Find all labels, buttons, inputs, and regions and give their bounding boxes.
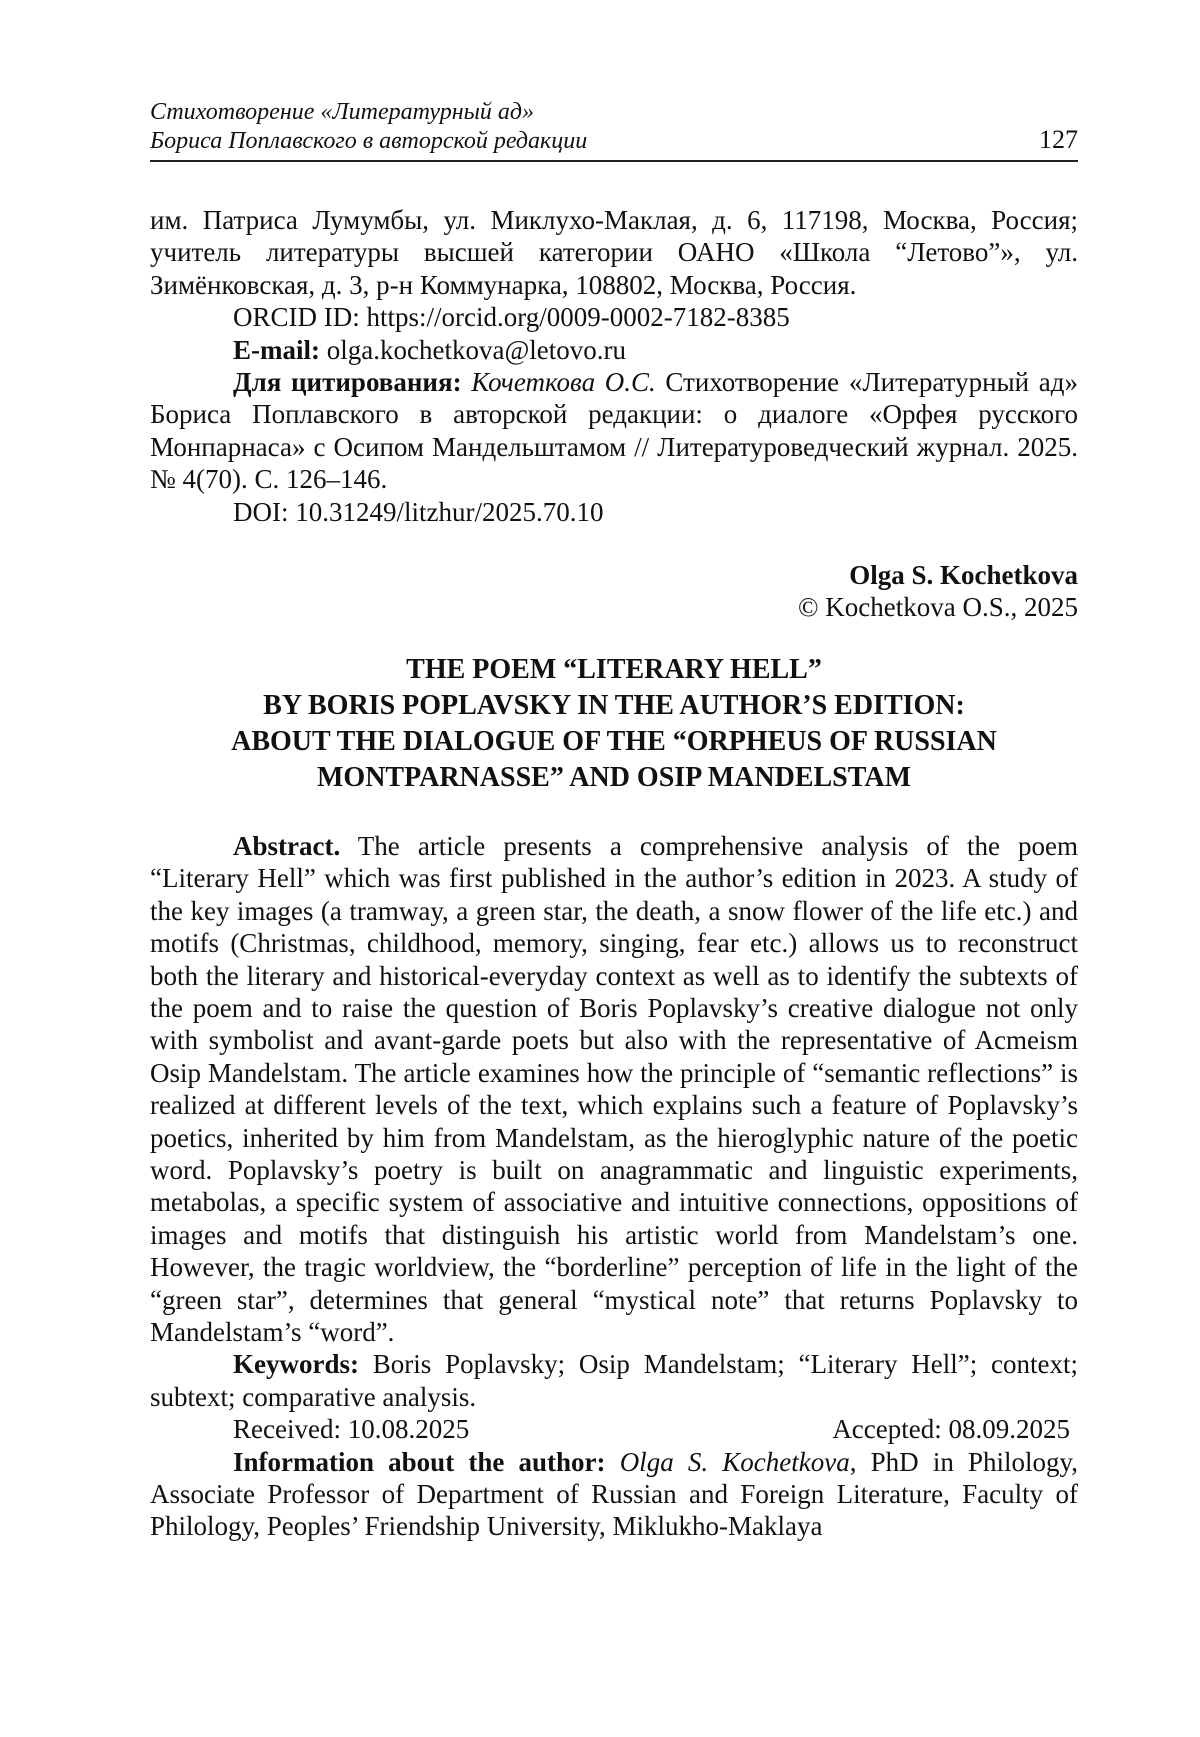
keywords-paragraph: [150, 1348, 1078, 1413]
abstract-text: The article presents a comprehensive analysis of the poem “Literary Hell” which was first published in the author’s edition in 2023. A study of the key images (a tramway, a green star, the death, a snow flower of the life etc.) and motifs (Christmas, childhood, memory, singing, fear etc.) allows us to reconstruct both the literary and historical-everyday context as well as to identify the subtexts of the poem and to raise the question of Boris Poplavsky’s creative dialogue not only with symbolist and avant-garde poets but also with the representative of Acmeism Osip Mandelstam. The article examines how the principle of “semantic reflections” is realized at different levels of the text, which explains such a feature of Poplavsky’s poetics, inherited by him from Mandelstam, as the hieroglyphic nature of the poetic word. Poplavsky’s poetry is built on anagrammatic and linguistic experiments, metabolas, a specific system of associative and intuitive connections, oppositions of images and motifs that distinguish his artistic world from Mandelstam’s one. However, the tragic worldview, the “borderline” perception of life in the light of the “green star”, determines that general “mystical note” that returns Poplavsky to Mandelstam’s “word”.: [150, 830, 1078, 1347]
author-info-paragraph: [150, 1446, 1078, 1543]
abstract-label: Abstract.: [233, 830, 341, 861]
article-title-en: [150, 652, 1078, 796]
title-line-1: THE POEM “LITERARY HELL”: [406, 653, 822, 685]
accepted-date: Accepted: 08.09.2025: [832, 1414, 1070, 1445]
running-head: [150, 98, 1078, 162]
citation-authors: Кочеткова О.С.: [471, 367, 656, 398]
title-line-3: ABOUT THE DIALOGUE OF THE “ORPHEUS OF RUSSIAN: [231, 725, 997, 757]
email-label: E-mail:: [233, 334, 320, 365]
orcid-line: [150, 301, 1078, 333]
keywords-text: Boris Poplavsky; Osip Mandelstam; “Literary Hell”; context; subtext; comparative analysis.: [150, 1349, 1078, 1412]
doi-text[interactable]: DOI: 10.31249/litzhur/2025.70.10: [233, 496, 604, 527]
citation-paragraph: [150, 366, 1078, 496]
email-line: [150, 334, 1078, 366]
abstract-paragraph: [150, 830, 1078, 1349]
journal-page: [150, 98, 1078, 1543]
copyright-line: © Kochetkova O.S., 2025: [798, 592, 1078, 623]
running-head-line-1: Стихотворение «Литературный ад»: [150, 99, 534, 125]
keywords-label: Keywords:: [233, 1349, 359, 1380]
doi-line: [150, 496, 1078, 528]
running-head-line-2: Бориса Поплавского в авторской редакции: [150, 128, 588, 154]
email-value[interactable]: olga.kochetkova@letovo.ru: [320, 334, 627, 365]
citation-label: Для цитирования:: [233, 367, 462, 398]
author-address-continuation: им. Патриса Лумумбы, ул. Миклухо-Маклая, д. 6, 117198, Москва, Россия; учитель литературы высшей категории ОАНО «Школа “Летово”», ул. Зимёнковская, д. 3, р-н Коммунарка, 108802, Москва, Россия.: [150, 205, 1078, 300]
orcid-text: ORCID ID: https://orcid.org/0009-0002-7182-8385: [233, 302, 790, 333]
dates-row: [150, 1413, 1078, 1445]
received-date: Received: 10.08.2025: [233, 1414, 470, 1445]
title-line-4: MONTPARNASSE” AND OSIP MANDELSTAM: [316, 761, 911, 793]
author-name-en: Olga S. Kochetkova: [849, 560, 1078, 591]
citation-text: Стихотворение «Литературный ад» Бориса Поплавского в авторской редакции: о диалоге «Орфея русского Монпарнаса» с Осипом Мандельштамом // Литературоведческий журнал. 2025. № 4(70). С. 126–146.: [150, 367, 1079, 495]
author-info-label: Information about the author:: [233, 1446, 606, 1477]
author-info-name: Olga S. Kochetkova: [619, 1446, 850, 1477]
author-info-text: , PhD in Philology, Associate Professor of Department of Russian and Foreign Literature, Faculty of Philology, Peoples’ Friendship University, Miklukho-Maklaya: [150, 1446, 1078, 1542]
title-line-2: BY BORIS POPLAVSKY IN THE AUTHOR’S EDITION:: [263, 689, 965, 721]
page-number: 127: [1039, 125, 1078, 154]
